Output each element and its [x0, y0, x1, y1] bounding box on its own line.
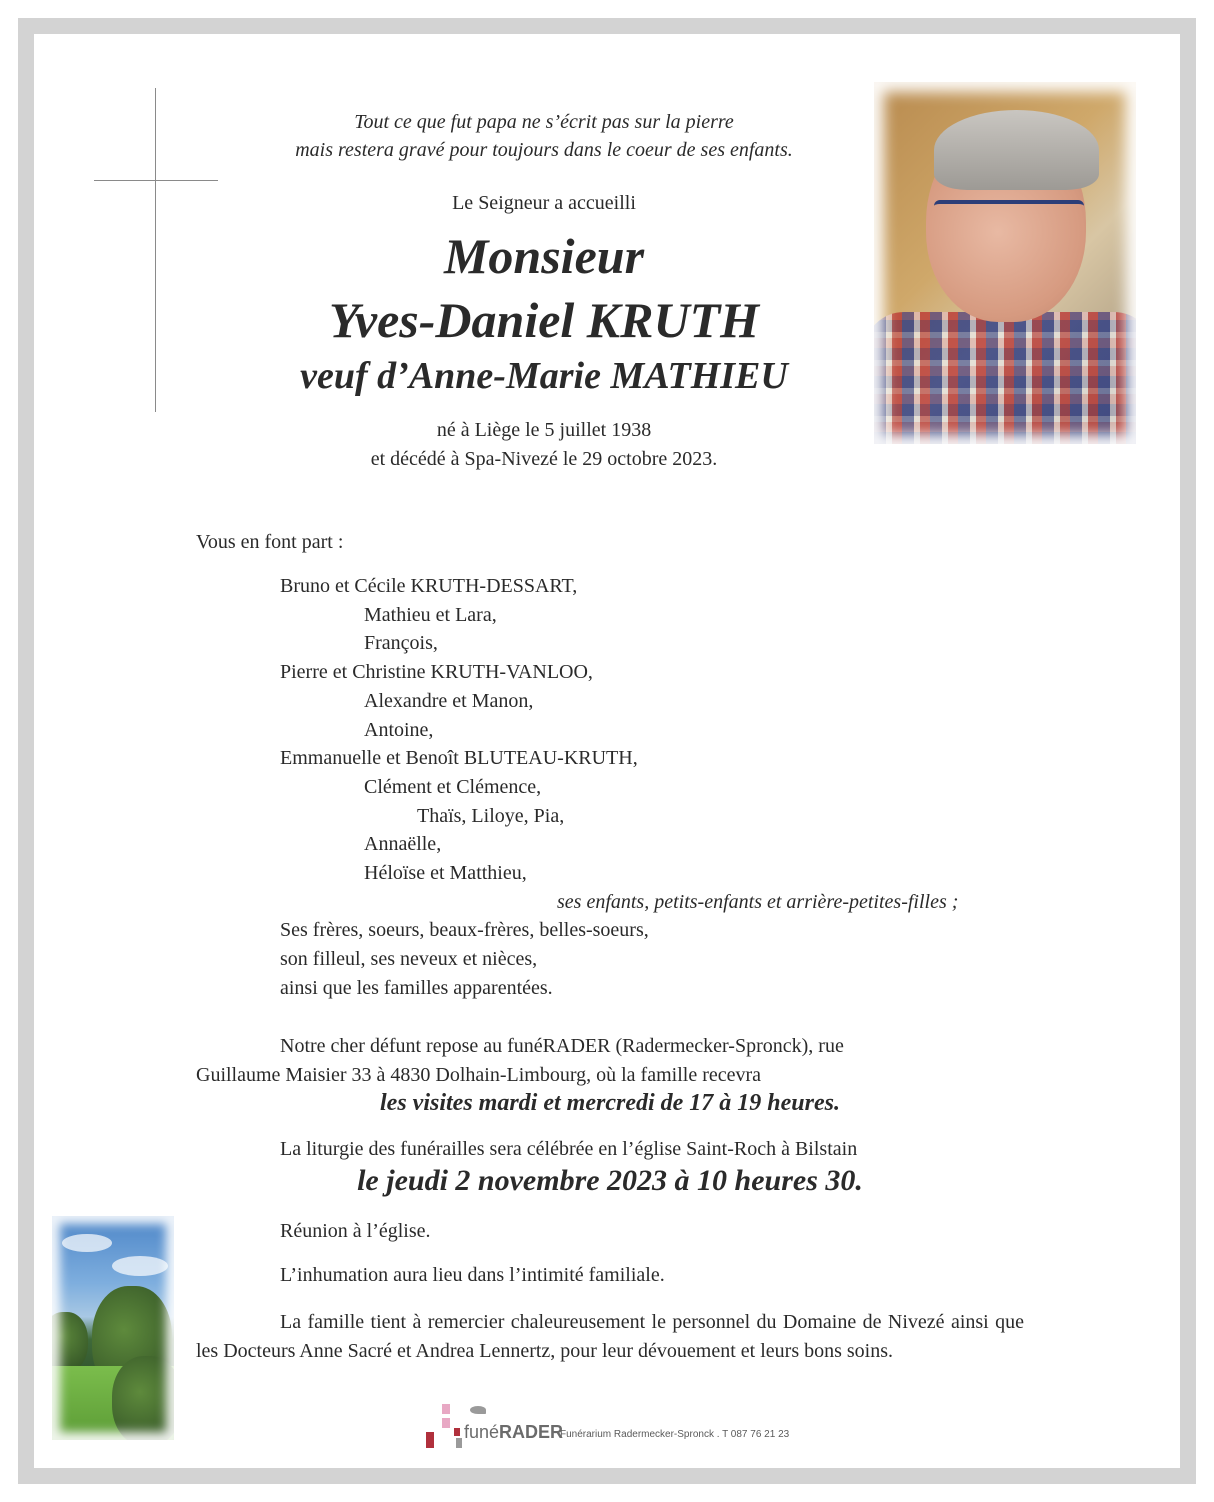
deceased-title: Monsieur	[443, 228, 645, 284]
family-line: Alexandre et Manon,	[364, 689, 534, 712]
other-relatives-line: son filleul, ses neveux et nièces,	[280, 948, 538, 971]
cross-horizontal	[94, 180, 218, 181]
intro-text: Le Seigneur a accueilli	[452, 192, 636, 214]
family-line: Bruno et Cécile KRUTH-DESSART,	[280, 575, 578, 597]
life-dates	[194, 416, 894, 474]
cross-vertical	[155, 88, 156, 412]
family-line: Annaëlle,	[364, 833, 442, 856]
family-line: Pierre et Christine KRUTH-VANLOO,	[280, 661, 593, 684]
other-relatives-line: Ses frères, soeurs, beaux-frères, belles-soeurs,	[280, 919, 649, 942]
logo-square	[442, 1404, 450, 1414]
portrait-photo	[874, 82, 1136, 444]
epitaph-line-2: mais restera gravé pour toujours dans le coeur de ses enfants.	[295, 139, 793, 161]
family-caption: ses enfants, petits-enfants et arrière-petites-filles ;	[557, 890, 959, 913]
family-list	[34, 572, 1180, 999]
logo-square	[456, 1438, 462, 1448]
logo-square	[426, 1432, 434, 1448]
family-line: Héloïse et Matthieu,	[364, 862, 527, 884]
family-line: Mathieu et Lara,	[364, 603, 497, 626]
liturgy-text: La liturgie des funérailles sera célébrée en l’église Saint-Roch à Bilstain	[280, 1138, 858, 1160]
landscape-photo	[52, 1216, 174, 1440]
epitaph-line-1: Tout ce que fut papa ne s’écrit pas sur la pierre	[354, 111, 734, 133]
family-line: Emmanuelle et Benoît BLUTEAU-KRUTH,	[280, 747, 638, 770]
ceremony-date: le jeudi 2 novembre 2023 à 10 heures 30.	[357, 1164, 863, 1197]
inhumation-text: L’inhumation aura lieu dans l’intimité familiale.	[280, 1264, 665, 1286]
family-line: François,	[364, 632, 438, 655]
bird-logo-icon	[470, 1406, 486, 1414]
deceased-name: Yves-Daniel KRUTH	[328, 292, 760, 348]
logo-square	[454, 1428, 460, 1436]
logo-square	[442, 1418, 450, 1428]
reunion-text: Réunion à l’église.	[280, 1220, 431, 1242]
funeral-home-contact: Funérarium Radermecker-Spronck . T 087 76 21 23	[560, 1429, 790, 1440]
announcement: Vous en font part :	[196, 531, 344, 553]
thanks-paragraph: La famille tient à remercier chaleureusement le personnel du Domaine de Nivezé ainsi que les Docteurs Anne Sacré et Andrea Lennertz, pour leur dévouement et leurs bons soins.	[196, 1311, 1024, 1362]
repose-line-2: Guillaume Maisier 33 à 4830 Dolhain-Limbourg, où la famille recevra	[196, 1063, 762, 1086]
visits-info: les visites mardi et mercredi de 17 à 19 heures.	[380, 1090, 840, 1116]
family-line: Clément et Clémence,	[364, 775, 542, 798]
family-line: Thaïs, Liloye, Pia,	[417, 804, 565, 827]
repose-line-1: Notre cher défunt repose au funéRADER (Radermecker-Spronck), rue	[280, 1035, 844, 1057]
obituary-page	[34, 34, 1180, 1468]
brand-logo: funéRADER	[464, 1422, 564, 1442]
family-line: Antoine,	[364, 718, 434, 741]
death-line: et décédé à Spa-Nivezé le 29 octobre 2023.	[370, 448, 718, 470]
repose-paragraph	[196, 1032, 1024, 1089]
birth-line: né à Liège le 5 juillet 1938	[436, 419, 652, 441]
page-frame	[18, 18, 1196, 1484]
other-relatives-line: ainsi que les familles apparentées.	[280, 976, 553, 999]
epitaph	[194, 108, 894, 164]
deceased-spouse: veuf d’Anne-Marie MATHIEU	[300, 355, 788, 397]
funeral-home-footer	[426, 1402, 826, 1450]
